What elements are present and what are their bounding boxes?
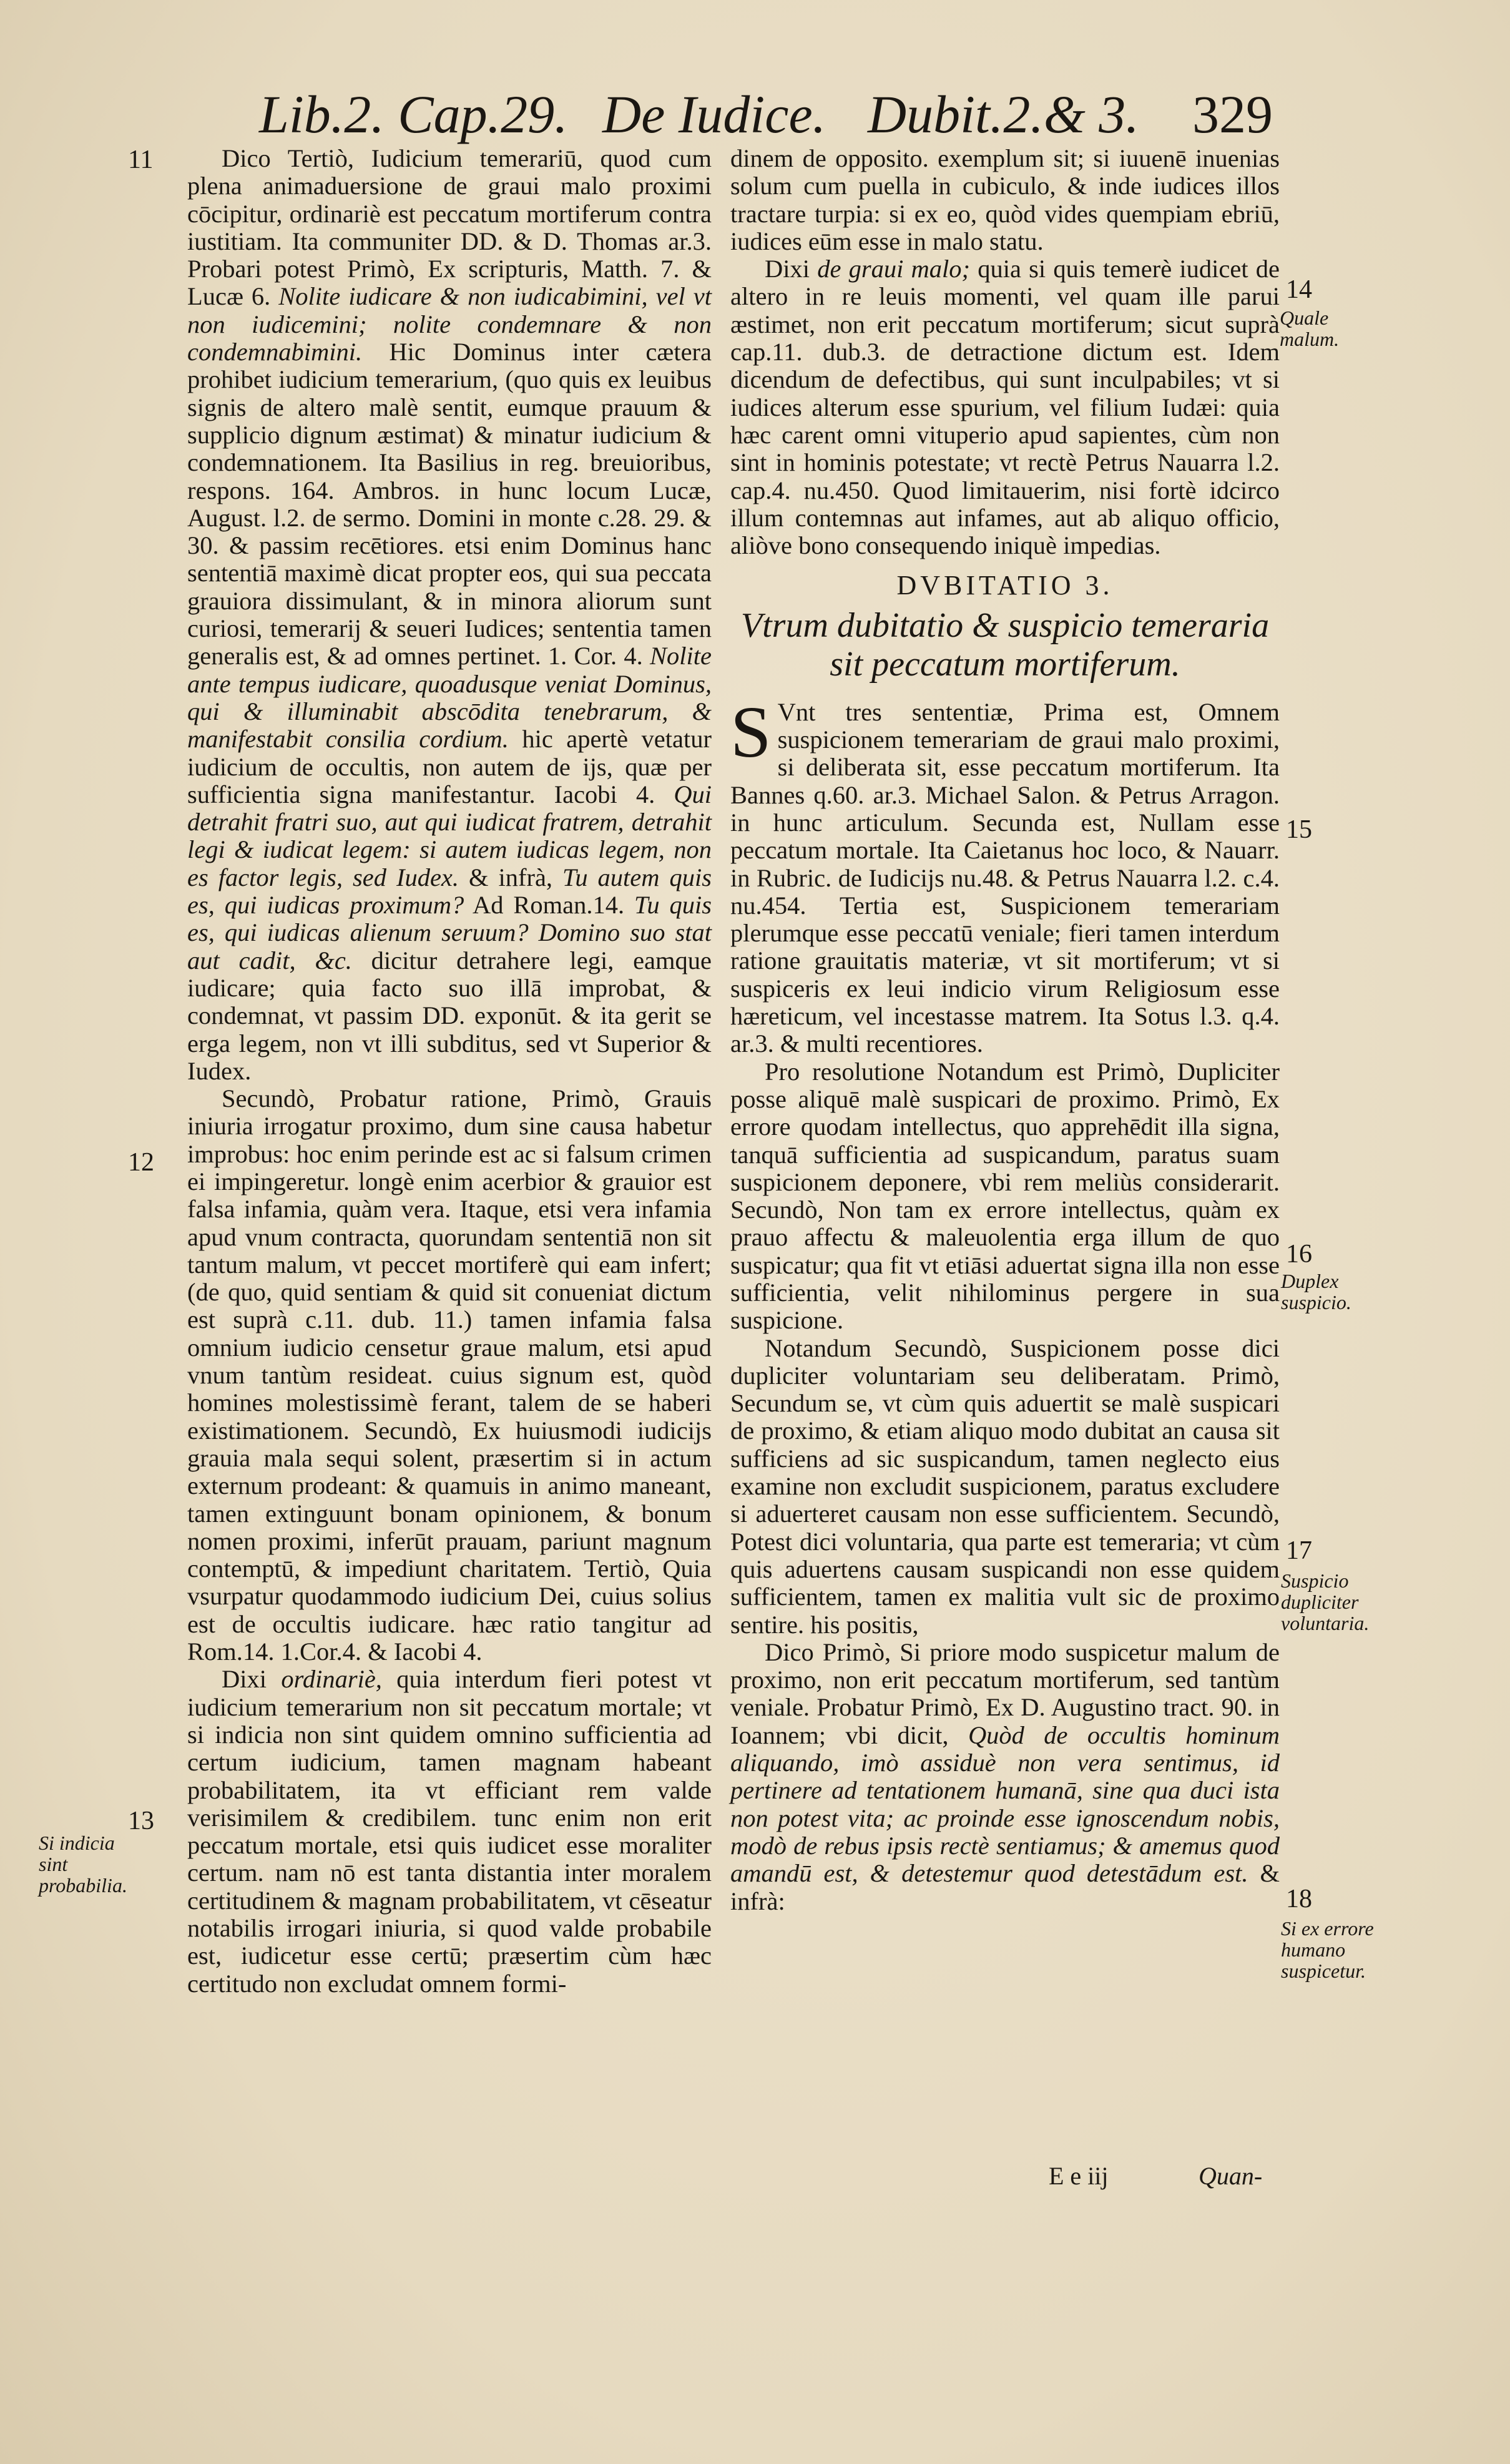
paragraph-15: S Vnt tres sententiæ, Prima est, Omnem suspicionem temerariam de graui malo proximi, si deliberata sit, esse peccatum mortiferum. Ita Bannes q.60. ar.3. Michael Salon. & Petrus Arragon. in hunc articulum. Secunda est, Nullam esse peccatum mortale. Ita Caietanus hoc loco, & Nauarr. in Rubric. de Iudicijs nu.48. & Petrus Nauarra l.2. c.4. nu.454. Tertia est, Suspicionem temerariam plerumque esse peccatū veniale; fieri tamen interdum ratione grauitatis materiæ, vt sit mortiferum; vt si suspiceris ex leui indicio virum Religiosum esse hæreticum, vel incestasse matrem. Ita Sotus l.3. q.4. ar.3. & multi recentiores. [730, 690, 1280, 1058]
margin-note-17: Suspicio dupliciter voluntaria. [1281, 1569, 1370, 1634]
paragraph-continuation: dinem de opposito. exemplum sit; si iuuenē inuenias solum cum puella in cubiculo, & inde iudices illos tractare turpia: si ex eo, quòd vides quempiam ebriū, iudices eūm esse in malo statu. [730, 144, 1280, 255]
left-column [187, 145, 712, 1998]
paragraph-18: Dico Primò, Si priore modo suspicetur malum de proximo, non erit peccatum mortiferum, sed tantùm veniale. Probatur Primò, Ex D. Augustino tract. 90. in Ioannem; vbi dicit, Quòd de occultis hominum aliquando, imò assiduè non vera sentimus, id pertinere ad tentationem humanā, sine qua duci ista non potest vita; ac proinde esse ignoscendum nobis, modò de rebus ipsis rectè sentiamus; & amemus quod amandū est, & detestemur quod detestādum est. & infrà: [730, 1637, 1280, 1915]
margin-number-12: 12 [128, 1148, 154, 1177]
paragraph-12: Secundò, Probatur ratione, Primò, Grauis iniuria irrogatur proximo, dum sine causa habetur improbus: hoc enim perinde est ac si falsum crimen ei impingeretur. longè enim acerbior & grauior est falsa infamia, quàm vera. Itaque, etsi vera infamia apud vnum contracta, quorundam sententiā non sit tantum malum, vt peccet mortiferè qui eam infert; (de quo, quid sentiam & quid sit conueniat dictum est suprà c.11. dub. 11.) tamen infamia falsa omnium iudicio censetur graue malum, etsi apud vnum tantùm resideat. cuius signum est, quòd homines molestissimè ferant, talem de se haberi existimationem. Secundò, Ex huiusmodi iudicijs grauia mala sequi solent, præsertim si in actum externum prodeant: & quamuis in animo maneant, tamen extinguunt bonam opinionem, & bonum nomen proximi, inferūt prauam, pariunt magnum contemptū, & impediunt charitatem. Tertiò, Quia vsurpatur quodammodo iudicium Dei, cuius solius est de occultis iudicare. hæc ratio tangitur ad Rom.14. 1.Cor.4. & Iacobi 4. [187, 1084, 712, 1666]
header-dubit: Dubit.2.& 3. [868, 84, 1139, 144]
drop-cap: S [730, 690, 772, 773]
margin-number-11: 11 [128, 145, 154, 174]
page-number: 329 [1192, 84, 1273, 144]
margin-note-13: Si indicia sint probabilia. [39, 1832, 127, 1897]
dubitatio-heading: DVBITATIO 3. [896, 570, 1114, 601]
margin-number-16: 16 [1286, 1240, 1312, 1269]
margin-note-14: Quale malum. [1280, 307, 1340, 350]
margin-number-18: 18 [1286, 1885, 1312, 1913]
margin-number-17: 17 [1286, 1536, 1312, 1565]
header-title: De Iudice. [602, 84, 826, 144]
paragraph-17: Notandum Secundò, Suspicionem posse dici dupliciter voluntariam seu deliberatam. Primò, Secundum se, vt cùm quis aduertit se malè suspicari de proximo, & etiam aliquo modo dubitat an causa sit sufficiens ad sic suspicandum, tamen neglecto eius examine non excludit suspicionem, paratus excludere si aduerteret causam non esse sufficientem. Secundò, Potest dici voluntaria, qua parte est temeraria; vt cùm quis aduertens causam suspicandi non esse quidem sufficientem, tamen ex malitia vult sic de proximo sentire. his positis, [730, 1333, 1280, 1639]
header-book: Lib.2. Cap.29. [259, 84, 568, 144]
signature-mark: E e iij [1049, 2162, 1109, 2190]
paragraph-13: Dixi ordinariè, quia interdum fieri potest vt iudicium temerarium non sit peccatum mortale; vt si indicia non sint quidem omnino sufficientia ad certum iudicium, tamen magnam habeant probabilitatem, ita vt efficiant rem valde verisimilem & credibilem. tunc enim non erit peccatum mortale, etsi quis iudicet esse moraliter certum. nam nō est tanta distantia inter moralem certitudinem & magnam probabilitatem, vt cēseatur notabilis irrogari iniuria, si quod valde probabile est, iudicetur esse certū; præsertim cùm hæc certitudo non excludat omnem formi- [187, 1665, 712, 1998]
margin-number-13: 13 [128, 1807, 154, 1835]
paragraph-16: Pro resolutione Notandum est Primò, Dupliciter posse aliquē malè suspicari de proximo. Primò, Ex errore quodam intellectus, quo apprehēdit illa signa, tanquā sufficientia ad suspicandum, paratus suam suspicionem deponere, vbi rem meliùs considerarit. Secundò, Non tam ex errore intellectus, quàm ex prauo affectu & maleuolentia erga illum de quo suspicatur; qua fit vt etiāsi aduertat signa illa non esse sufficientia, velit nihilominus pergere in sua suspicione. [730, 1057, 1280, 1335]
margin-number-15: 15 [1286, 815, 1312, 844]
margin-note-18: Si ex errore humano suspicetur. [1281, 1917, 1374, 1982]
catchword: Quan- [1199, 2162, 1263, 2190]
margin-number-14: 14 [1286, 275, 1312, 304]
paragraph-14: Dixi de graui malo; quia si quis temerè iudicet de altero in re leuis momenti, vel quam ille parui æstimet, non erit peccatum mortiferum; sicut suprà cap.11. dub.3. de detractione dictum est. Idem dicendum de defectibus, qui sunt inculpabiles; vt si iudices alterum esse spurium, vel filium Iudæi: quia hæc carent omni vituperio apud sapientes, cùm non sint in hominis potestate; vt rectè Petrus Nauarra l.2. cap.4. nu.450. Quod limitauerim, nisi fortè idcirco illum contemnas aut infames, aut ab aliquo officio, aliòve bono consequendo iniquè impedias. [730, 255, 1280, 560]
right-column [730, 145, 1280, 1915]
dubitatio-title: Vtrum dubitatio & suspicio temeraria sit peccatum mortiferum. [740, 606, 1270, 684]
paragraph-11: Dico Tertiò, Iudicium temerariū, quod cum plena animaduersione de graui malo proximi cōcipitur, ordinariè est peccatum mortiferum contra iustitiam. Ita communiter DD. & D. Thomas ar.3. Probari potest Primò, Ex scripturis, Matth. 7. & Lucæ 6. Nolite iudicare & non iudicabimini, vel vt non iudicemini; nolite condemnare & non condemnabimini. Hic Dominus inter cætera prohibet iudicium temerarium, (quo quis ex leuibus signis de altero malè sentit, eumque prauum & supplicio dignum æstimat) & minatur iudicium & condemnationem. Ita Basilius in reg. breuioribus, respons. 164. Ambros. in hunc locum Lucæ, August. l.2. de sermo. Domini in monte c.28. 29. & 30. & passim recētiores. etsi enim Dominus hanc sententiā maximè dicat propter eos, qui sua peccata grauiora dissimulant, & in minora aliorum sunt curiosi, temerarij & seueri Iudices; sententia tamen generalis est, & ad omnes pertinet. 1. Cor. 4. Nolite ante tempus iudicare, quoadusque veniat Dominus, qui & illuminabit abscōdita tenebrarum, & manifestabit consilia cordium. hic apertè vetatur iudicium de occultis, non autem de ijs, quæ per sufficientia signa manifestantur. Iacobi 4. Qui detrahit fratri suo, aut qui iudicat fratrem, detrahit legi & iudicat legem: si autem iudicas legem, non es factor legis, sed Iudex. & infrà, Tu autem quis es, qui iudicas proximum? Ad Roman.14. Tu quis es, qui iudicas alienum seruum? Domino suo stat aut cadit, &c. dicitur detrahere legi, eamque iudicare; quia facto suo illā improbat, & condemnat, vt passim DD. exponūt. & ita gerit se erga legem, non vt illi subditus, sed vt Superior & Iudex. [187, 144, 712, 1085]
margin-note-16: Duplex suspicio. [1281, 1270, 1351, 1313]
running-header [0, 81, 1510, 150]
